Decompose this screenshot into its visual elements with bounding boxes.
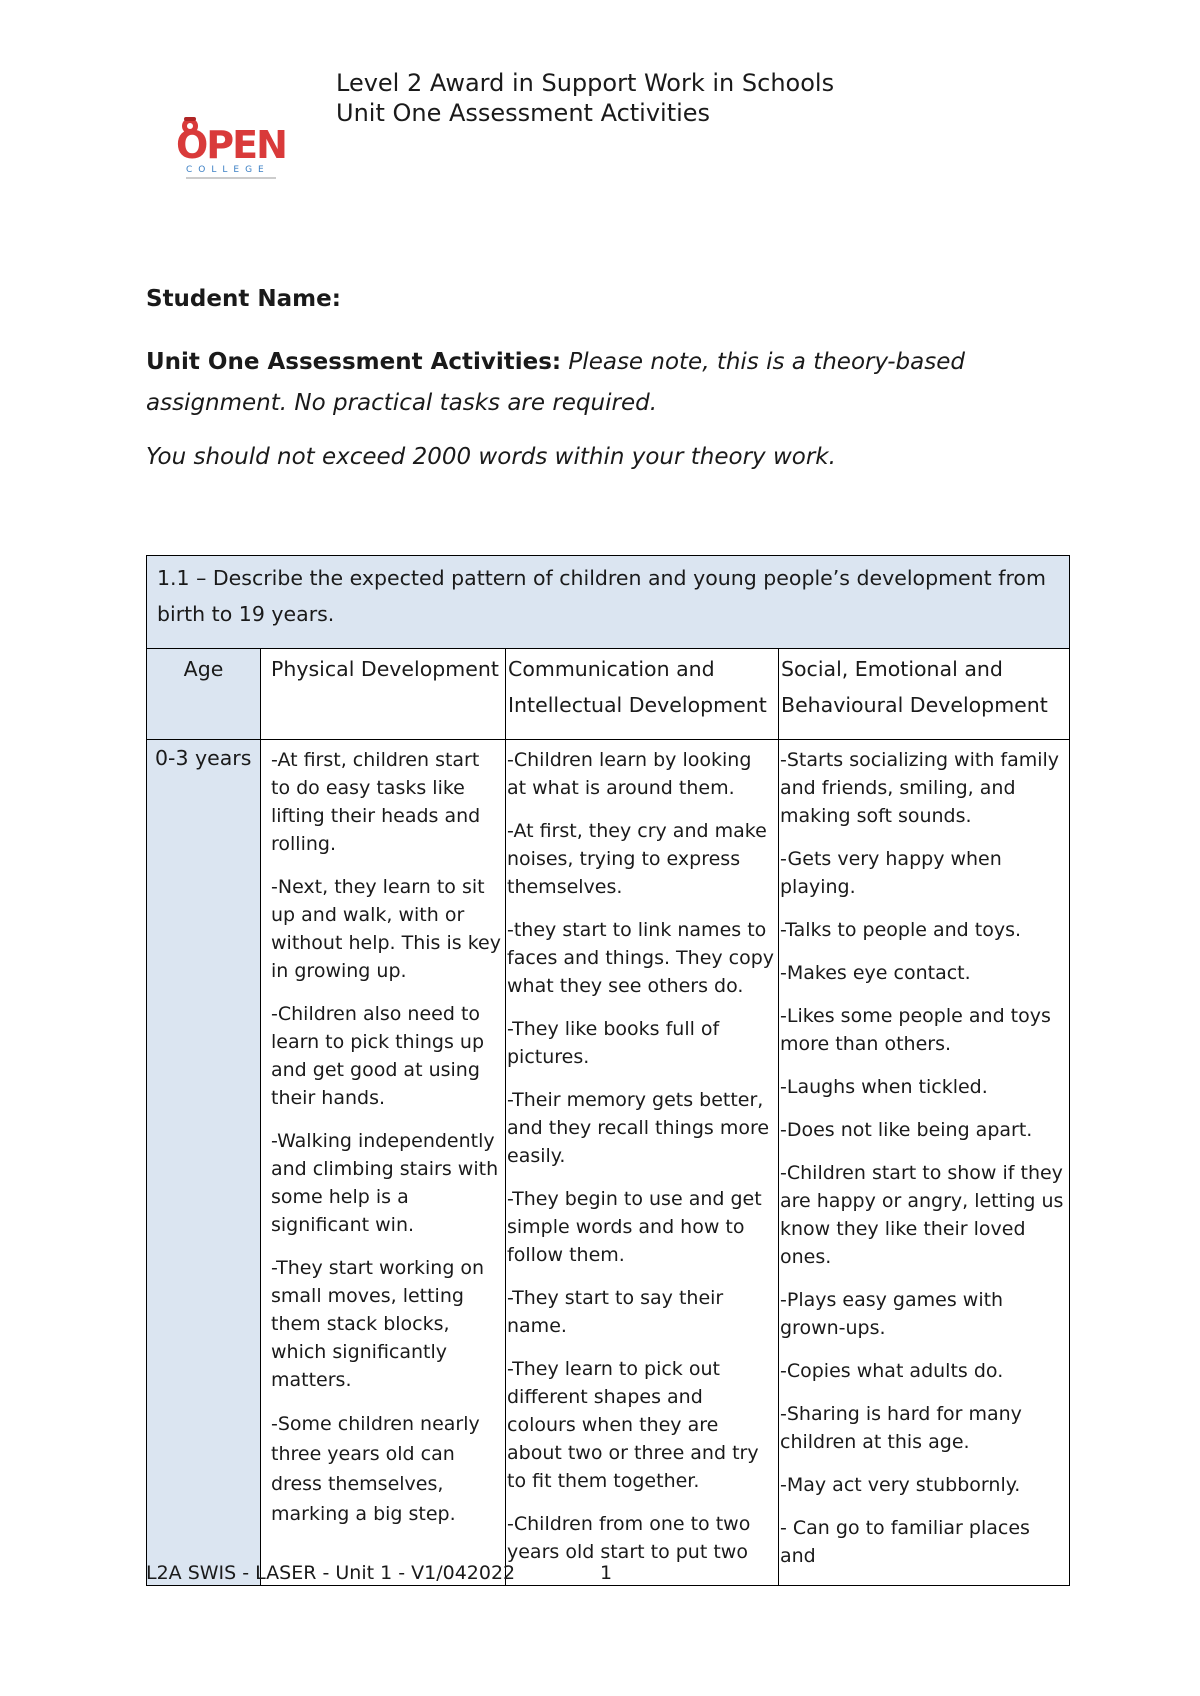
intro-bold: Unit One Assessment Activities: xyxy=(146,349,562,375)
list-item: -Next, they learn to sit up and walk, with or without help. This is key in growing up. xyxy=(271,876,501,982)
list-item: -They start working on small moves, letting them stack blocks, which significantly matters. xyxy=(271,1257,485,1391)
header-age: Age xyxy=(147,649,261,740)
open-college-logo-icon xyxy=(172,112,292,182)
list-item: -Children also need to learn to pick things up and get good at using their hands. xyxy=(271,1003,485,1109)
header-line-2: Unit One Assessment Activities xyxy=(336,99,711,127)
logo-word: OPEN xyxy=(176,123,286,167)
student-name-label: Student Name: xyxy=(146,286,341,312)
list-item: -they start to link names to faces and things. They copy what they see others do. xyxy=(507,919,775,997)
list-item: -Starts socializing with family and friends, smiling, and making soft sounds. xyxy=(780,749,1060,827)
logo-sub: COLLEGE xyxy=(186,165,270,175)
intro-italic: Please note, this is a theory-based assignment. No practical tasks are required. xyxy=(146,349,965,416)
list-item: -At first, children start to do easy tasks like lifting their heads and rolling. xyxy=(271,749,481,855)
list-item: -Gets very happy when playing. xyxy=(780,848,1002,898)
intro-text xyxy=(146,342,1086,424)
communication-development-cell xyxy=(506,740,779,1586)
list-item: -Likes some people and toys more than others. xyxy=(780,1005,1051,1055)
list-item: -Children learn by looking at what is around them. xyxy=(507,749,752,799)
header-communication: Communication and Intellectual Development xyxy=(506,649,779,740)
list-item: -Does not like being apart. xyxy=(780,1119,1033,1141)
list-item: - Can go to familiar places and xyxy=(780,1517,1030,1567)
list-item: -Talks to people and toys. xyxy=(780,919,1022,941)
header-physical: Physical Development xyxy=(261,649,506,740)
document-header xyxy=(336,68,834,128)
list-item: -They like books full of pictures. xyxy=(507,1018,720,1068)
list-item: -At first, they cry and make noises, trying to express themselves. xyxy=(507,820,767,898)
list-item: -Plays easy games with grown-ups. xyxy=(780,1289,1004,1339)
list-item: -Children start to show if they are happy or angry, letting us know they like their loved ones. xyxy=(780,1162,1064,1268)
list-item: -Some children nearly three years old can dress themselves, marking a big step. xyxy=(271,1413,480,1525)
physical-development-cell xyxy=(261,740,506,1586)
age-cell: 0-3 years xyxy=(147,740,261,1586)
list-item: -They start to say their name. xyxy=(507,1287,724,1337)
social-development-cell xyxy=(779,740,1070,1586)
assessment-table xyxy=(146,555,1070,1586)
question-1-1: 1.1 – Describe the expected pattern of children and young people’s development from birth to 19 years. xyxy=(147,556,1070,649)
list-item: -Makes eye contact. xyxy=(780,962,971,984)
list-item: -Walking independently and climbing stairs with some help is a significant win. xyxy=(271,1130,499,1236)
header-line-1: Level 2 Award in Support Work in Schools xyxy=(336,69,835,97)
header-social: Social, Emotional and Behavioural Development xyxy=(779,649,1070,740)
page-number: 1 xyxy=(600,1562,613,1584)
list-item: -Copies what adults do. xyxy=(780,1360,1004,1382)
footer-reference: L2A SWIS - LASER - Unit 1 - V1/042022 xyxy=(146,1562,516,1584)
list-item: -Their memory gets better, and they recall things more easily. xyxy=(507,1089,770,1167)
list-item: -Sharing is hard for many children at this age. xyxy=(780,1403,1022,1453)
list-item: -They learn to pick out different shapes and colours when they are about two or three and try to fit them together. xyxy=(507,1358,759,1492)
list-item: -They begin to use and get simple words and how to follow them. xyxy=(507,1188,762,1266)
word-limit-note: You should not exceed 2000 words within your theory work. xyxy=(146,444,836,470)
list-item: -Children from one to two years old start to put two xyxy=(507,1513,751,1563)
list-item: -Laughs when tickled. xyxy=(780,1076,988,1098)
list-item: -May act very stubbornly. xyxy=(780,1474,1021,1496)
